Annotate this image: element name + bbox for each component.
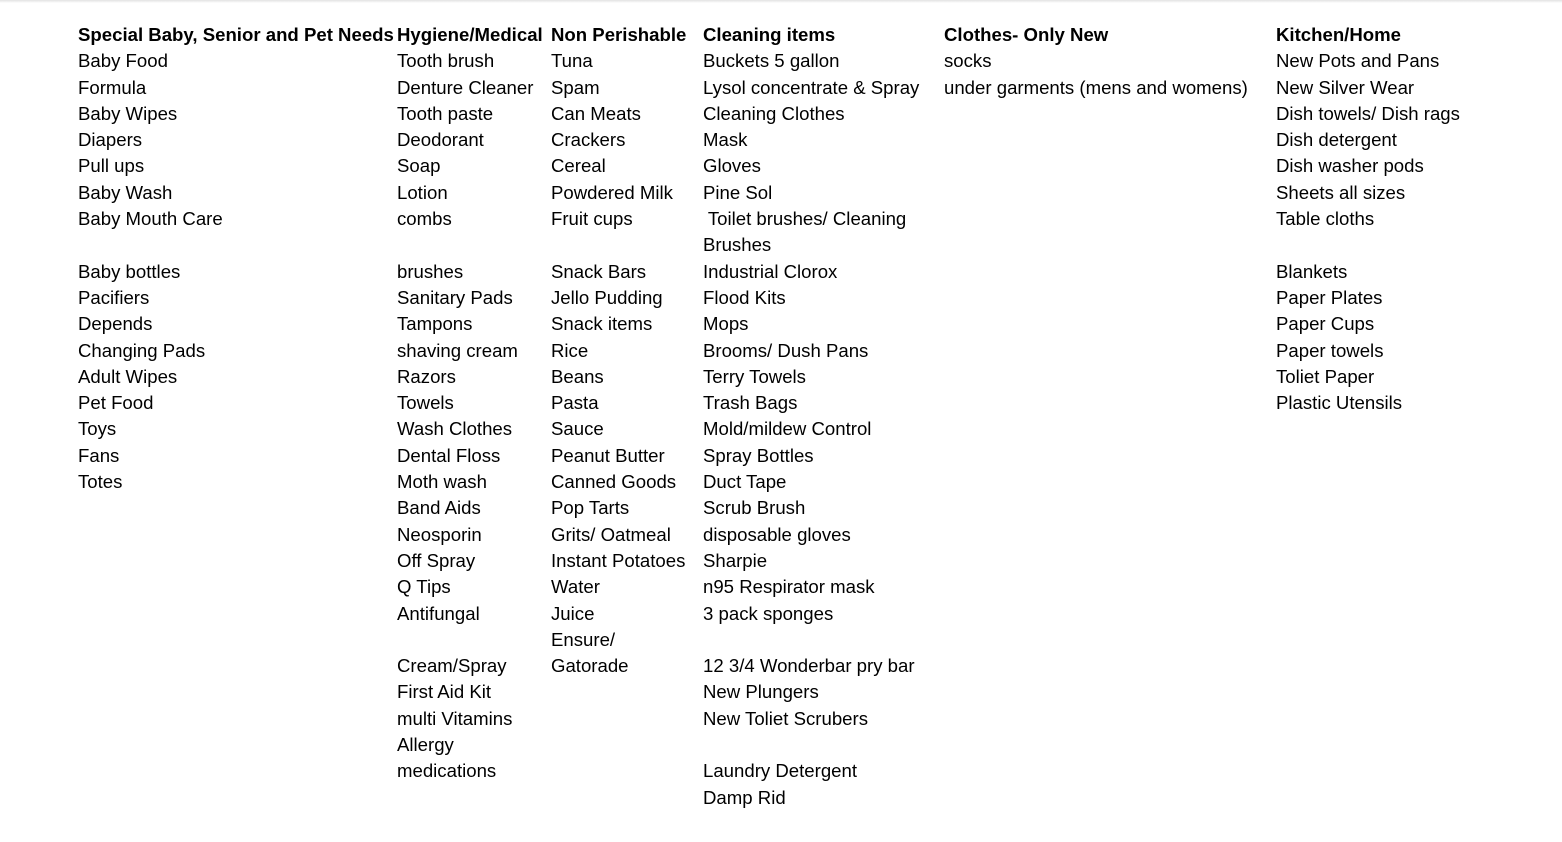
- list-item: Instant Potatoes: [551, 549, 686, 571]
- list-item: Sharpie: [703, 549, 768, 571]
- column-hygiene-medical: [397, 22, 543, 785]
- list-item: Formula: [78, 76, 147, 98]
- list-item: Pull ups: [78, 155, 145, 177]
- list-item: Spray Bottles: [703, 444, 814, 466]
- column-clothes-only-new: [944, 22, 1248, 101]
- list-item: Baby bottles: [78, 260, 181, 282]
- list-item: Moth wash: [397, 471, 487, 493]
- column-header: Cleaning items: [703, 24, 836, 45]
- list-item: Cleaning Clothes: [703, 102, 845, 124]
- list-item: Table cloths: [1276, 208, 1375, 230]
- column-header: Hygiene/Medical: [397, 24, 543, 45]
- list-item: Pop Tarts: [551, 497, 630, 519]
- list-item: Beans: [551, 365, 604, 387]
- list-item: Tooth brush: [397, 50, 495, 72]
- list-item: socks: [944, 50, 992, 72]
- list-item: Dish towels/ Dish rags: [1276, 102, 1460, 124]
- list-item: Tuna: [551, 50, 593, 72]
- list-item: [551, 232, 686, 258]
- list-item: Fans: [78, 444, 120, 466]
- list-item: Trash Bags: [703, 392, 798, 414]
- list-item: Juice: [551, 602, 595, 624]
- list-item: multi Vitamins: [397, 707, 513, 729]
- list-item: Duct Tape: [703, 471, 787, 493]
- list-item: Allergy: [397, 734, 454, 756]
- list-item: Snack items: [551, 313, 653, 335]
- list-item: Soap: [397, 155, 441, 177]
- list-item: Buckets 5 gallon: [703, 50, 840, 72]
- list-item: Pine Sol: [703, 181, 773, 203]
- list-item: Industrial Clorox: [703, 260, 838, 282]
- list-item: Totes: [78, 471, 123, 493]
- list-item: Damp Rid: [703, 786, 786, 808]
- list-item: First Aid Kit: [397, 681, 492, 703]
- list-item: combs: [397, 208, 452, 230]
- list-item: Pet Food: [78, 392, 154, 414]
- list-item: shaving cream: [397, 339, 518, 361]
- list-item: Scrub Brush: [703, 497, 806, 519]
- list-item: Can Meats: [551, 102, 641, 124]
- list-item: Denture Cleaner: [397, 76, 534, 98]
- list-item: medications: [397, 760, 497, 782]
- list-item: Plastic Utensils: [1276, 392, 1403, 414]
- list-item: Gloves: [703, 155, 761, 177]
- list-item: Crackers: [551, 129, 626, 151]
- list-item: Band Aids: [397, 497, 481, 519]
- list-item: Cereal: [551, 155, 606, 177]
- list-item: Tampons: [397, 313, 473, 335]
- list-item: Sheets all sizes: [1276, 181, 1406, 203]
- list-item: Baby Wash: [78, 181, 173, 203]
- list-item: Sanitary Pads: [397, 286, 513, 308]
- list-item: Depends: [78, 313, 153, 335]
- list-item: Mask: [703, 129, 748, 151]
- list-item: Baby Food: [78, 50, 168, 72]
- list-item: [703, 732, 919, 758]
- list-item: Powdered Milk: [551, 181, 673, 203]
- list-item: 3 pack sponges: [703, 602, 834, 624]
- column-header: Kitchen/Home: [1276, 24, 1402, 45]
- list-item: Toys: [78, 418, 117, 440]
- list-item: Gatorade: [551, 655, 629, 677]
- list-item: Paper Plates: [1276, 286, 1383, 308]
- list-item: Antifungal: [397, 602, 480, 624]
- list-item: under garments (mens and womens): [944, 76, 1248, 98]
- list-item: [78, 232, 394, 258]
- list-item: New Silver Wear: [1276, 76, 1415, 98]
- list-item: Off Spray: [397, 549, 476, 571]
- list-item: Paper towels: [1276, 339, 1384, 361]
- list-item: n95 Respirator mask: [703, 576, 875, 598]
- list-item: Sauce: [551, 418, 604, 440]
- list-item: Cream/Spray: [397, 655, 507, 677]
- list-item: Snack Bars: [551, 260, 647, 282]
- column-cleaning-items: [703, 22, 919, 811]
- list-item: Pacifiers: [78, 286, 150, 308]
- list-item: Baby Mouth Care: [78, 208, 223, 230]
- list-item: New Toliet Scrubers: [703, 707, 869, 729]
- list-item: Wash Clothes: [397, 418, 513, 440]
- list-item: Pasta: [551, 392, 599, 414]
- list-item: Neosporin: [397, 523, 482, 545]
- column-header: Clothes- Only New: [944, 24, 1109, 45]
- list-item: Tooth paste: [397, 102, 494, 124]
- column-baby-senior-pet: [78, 22, 394, 495]
- list-item: Spam: [551, 76, 600, 98]
- list-item: Dish detergent: [1276, 129, 1397, 151]
- list-item: Towels: [397, 392, 454, 414]
- list-item: New Pots and Pans: [1276, 50, 1440, 72]
- list-item: Brushes: [703, 234, 772, 256]
- column-header: Non Perishable: [551, 24, 687, 45]
- list-item: Dish washer pods: [1276, 155, 1424, 177]
- list-item: Baby Wipes: [78, 102, 178, 124]
- list-item: Razors: [397, 365, 456, 387]
- list-item: Peanut Butter: [551, 444, 665, 466]
- list-item: Fruit cups: [551, 208, 633, 230]
- list-item: Water: [551, 576, 600, 598]
- list-item: Changing Pads: [78, 339, 206, 361]
- list-item: Terry Towels: [703, 365, 806, 387]
- list-item: Canned Goods: [551, 471, 677, 493]
- list-item: Laundry Detergent: [703, 760, 858, 782]
- list-item: [397, 627, 543, 653]
- list-item: Adult Wipes: [78, 365, 178, 387]
- list-item: Ensure/: [551, 628, 616, 650]
- list-item: [397, 232, 543, 258]
- list-item: [1276, 232, 1460, 258]
- column-non-perishable: [551, 22, 686, 679]
- list-item: Mops: [703, 313, 749, 335]
- list-item: Brooms/ Dush Pans: [703, 339, 869, 361]
- list-item: Rice: [551, 339, 589, 361]
- list-item: Diapers: [78, 129, 143, 151]
- list-item: Grits/ Oatmeal: [551, 523, 671, 545]
- list-item: Q Tips: [397, 576, 451, 598]
- list-item: Mold/mildew Control: [703, 418, 872, 440]
- list-item: Paper Cups: [1276, 313, 1375, 335]
- list-item: Toilet brushes/ Cleaning: [703, 208, 907, 230]
- list-item: Jello Pudding: [551, 286, 663, 308]
- list-item: Lotion: [397, 181, 448, 203]
- list-item: Lysol concentrate & Spray: [703, 76, 920, 98]
- list-item: Blankets: [1276, 260, 1348, 282]
- column-header: Special Baby, Senior and Pet Needs: [78, 24, 394, 45]
- list-item: Dental Floss: [397, 444, 501, 466]
- list-item: Flood Kits: [703, 286, 786, 308]
- list-item: brushes: [397, 260, 464, 282]
- list-item: disposable gloves: [703, 523, 851, 545]
- list-item: 12 3/4 Wonderbar pry bar: [703, 655, 915, 677]
- list-item: New Plungers: [703, 681, 819, 703]
- column-kitchen-home: [1276, 22, 1460, 416]
- list-item: Deodorant: [397, 129, 484, 151]
- list-item: Toliet Paper: [1276, 365, 1375, 387]
- list-item: [703, 627, 919, 653]
